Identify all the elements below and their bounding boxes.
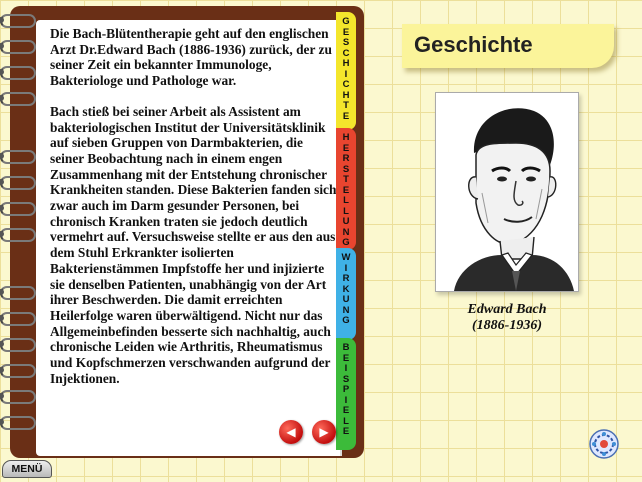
arrow-left-icon: ◀	[286, 425, 296, 439]
notebook	[10, 6, 364, 458]
caption-name: Edward Bach	[467, 302, 547, 317]
tab-herstellung[interactable]	[336, 128, 356, 250]
arrow-right-icon: ▶	[319, 425, 329, 439]
tab-letter: L	[343, 205, 349, 217]
tab-letter: B	[342, 342, 350, 353]
binder-ring	[0, 286, 36, 300]
binder-ring	[0, 66, 36, 80]
previous-page-button[interactable]	[279, 420, 303, 444]
binder-ring	[0, 92, 36, 106]
paragraph-history: Bach stieß bei seiner Arbeit als Assistent am bakteriologischen Institut der Universitätsklinik auf sieben Gruppen von Darmbakterien, die seiner Beobachtung nach in einem engen Zusammenhang mit der Entstehung chronischer Krankheiten standen. Diese Bakterien fanden sich zwar auch im Darm gesunder Personen, bei chronisch Kranken traten sie jedoch deutlich vermehrt auf. Versuchsweise stellte er aus den aus dem Stuhl Erkrankter isolierten Bakterienstämmen Impfstoffe her und injizierte sie denselben Patienten, unabhängig von der Art ihrer Beschwerden. Die damit erreichten Heilerfolge waren überwältigend. Nicht nur das Allgemeinbefinden besserte sich nachhaltig, auch chronische Leiden wie Arthritis, Rheumatismus und Kopfschmerzen verschwanden aufgrund der Injektionen.	[50, 103, 337, 386]
tab-geschichte[interactable]	[336, 12, 356, 130]
tab-letter: W	[341, 252, 351, 263]
tab-letter: E	[342, 110, 350, 122]
page-title: Geschichte	[414, 32, 533, 57]
tab-letter: P	[342, 384, 350, 395]
notebook-page	[36, 20, 342, 456]
tab-letter: S	[342, 37, 350, 48]
tab-letter: C	[342, 79, 350, 90]
menu-button[interactable]: MENÜ	[2, 460, 52, 478]
tab-letter: U	[342, 294, 350, 305]
tab-beispiele[interactable]	[336, 338, 356, 450]
tab-letter: L	[343, 195, 349, 206]
tab-letter: E	[342, 352, 350, 364]
binder-ring	[0, 150, 36, 164]
binder-ring	[0, 390, 36, 404]
portrait-caption	[430, 302, 584, 334]
page-text	[50, 26, 340, 401]
tab-letter: C	[342, 47, 350, 59]
tab-letter: H	[342, 58, 350, 69]
tab-letter: S	[342, 373, 350, 385]
binder-ring	[0, 312, 36, 326]
tab-letter: H	[342, 89, 350, 101]
paragraph-intro: Die Bach-Blütentherapie geht auf den englischen Arzt Dr.Edward Bach (1886-1936) zurück, der zu seiner Zeit ein bekannter Immunologe, Bakteriologe und Pathologe war.	[50, 26, 332, 89]
tab-letter: E	[342, 405, 350, 416]
tab-letter: T	[343, 100, 349, 111]
binder-ring	[0, 14, 36, 28]
next-page-button[interactable]	[312, 420, 336, 444]
tab-letter: E	[342, 426, 350, 437]
tab-letter: G	[342, 16, 350, 27]
binder-ring	[0, 228, 36, 242]
binder-ring	[0, 364, 36, 378]
binder-ring	[0, 202, 36, 216]
tab-letter: S	[342, 163, 350, 175]
binder-ring	[0, 416, 36, 430]
tab-letter: G	[342, 315, 350, 326]
tab-wirkung[interactable]	[336, 248, 356, 340]
tab-letter: U	[342, 216, 350, 227]
tab-letter: K	[342, 283, 350, 295]
tab-letter: E	[342, 184, 350, 196]
tab-letter: T	[343, 174, 349, 185]
tab-letter: L	[343, 415, 349, 427]
caption-years: (1886-1936)	[472, 318, 542, 333]
tab-letter: I	[344, 394, 348, 406]
portrait-image	[435, 92, 579, 292]
tab-letter: N	[342, 226, 350, 238]
tab-letter: H	[342, 132, 350, 143]
title-banner	[402, 24, 614, 68]
binder-rings	[0, 0, 40, 460]
tab-letter: R	[342, 153, 350, 164]
flower-logo-icon	[589, 429, 619, 459]
portrait-drawing	[436, 93, 578, 291]
binder-ring	[0, 40, 36, 54]
binder-ring	[0, 338, 36, 352]
tab-letter: R	[342, 273, 350, 284]
tab-letter: E	[342, 142, 350, 154]
binder-ring	[0, 176, 36, 190]
logo-icon[interactable]	[589, 429, 619, 459]
tab-letter: I	[344, 262, 348, 274]
tab-letter: I	[344, 363, 348, 374]
tab-letter: E	[342, 26, 350, 38]
tab-letter: G	[342, 237, 350, 248]
tab-letter: N	[342, 304, 350, 316]
tab-letter: I	[344, 68, 348, 80]
